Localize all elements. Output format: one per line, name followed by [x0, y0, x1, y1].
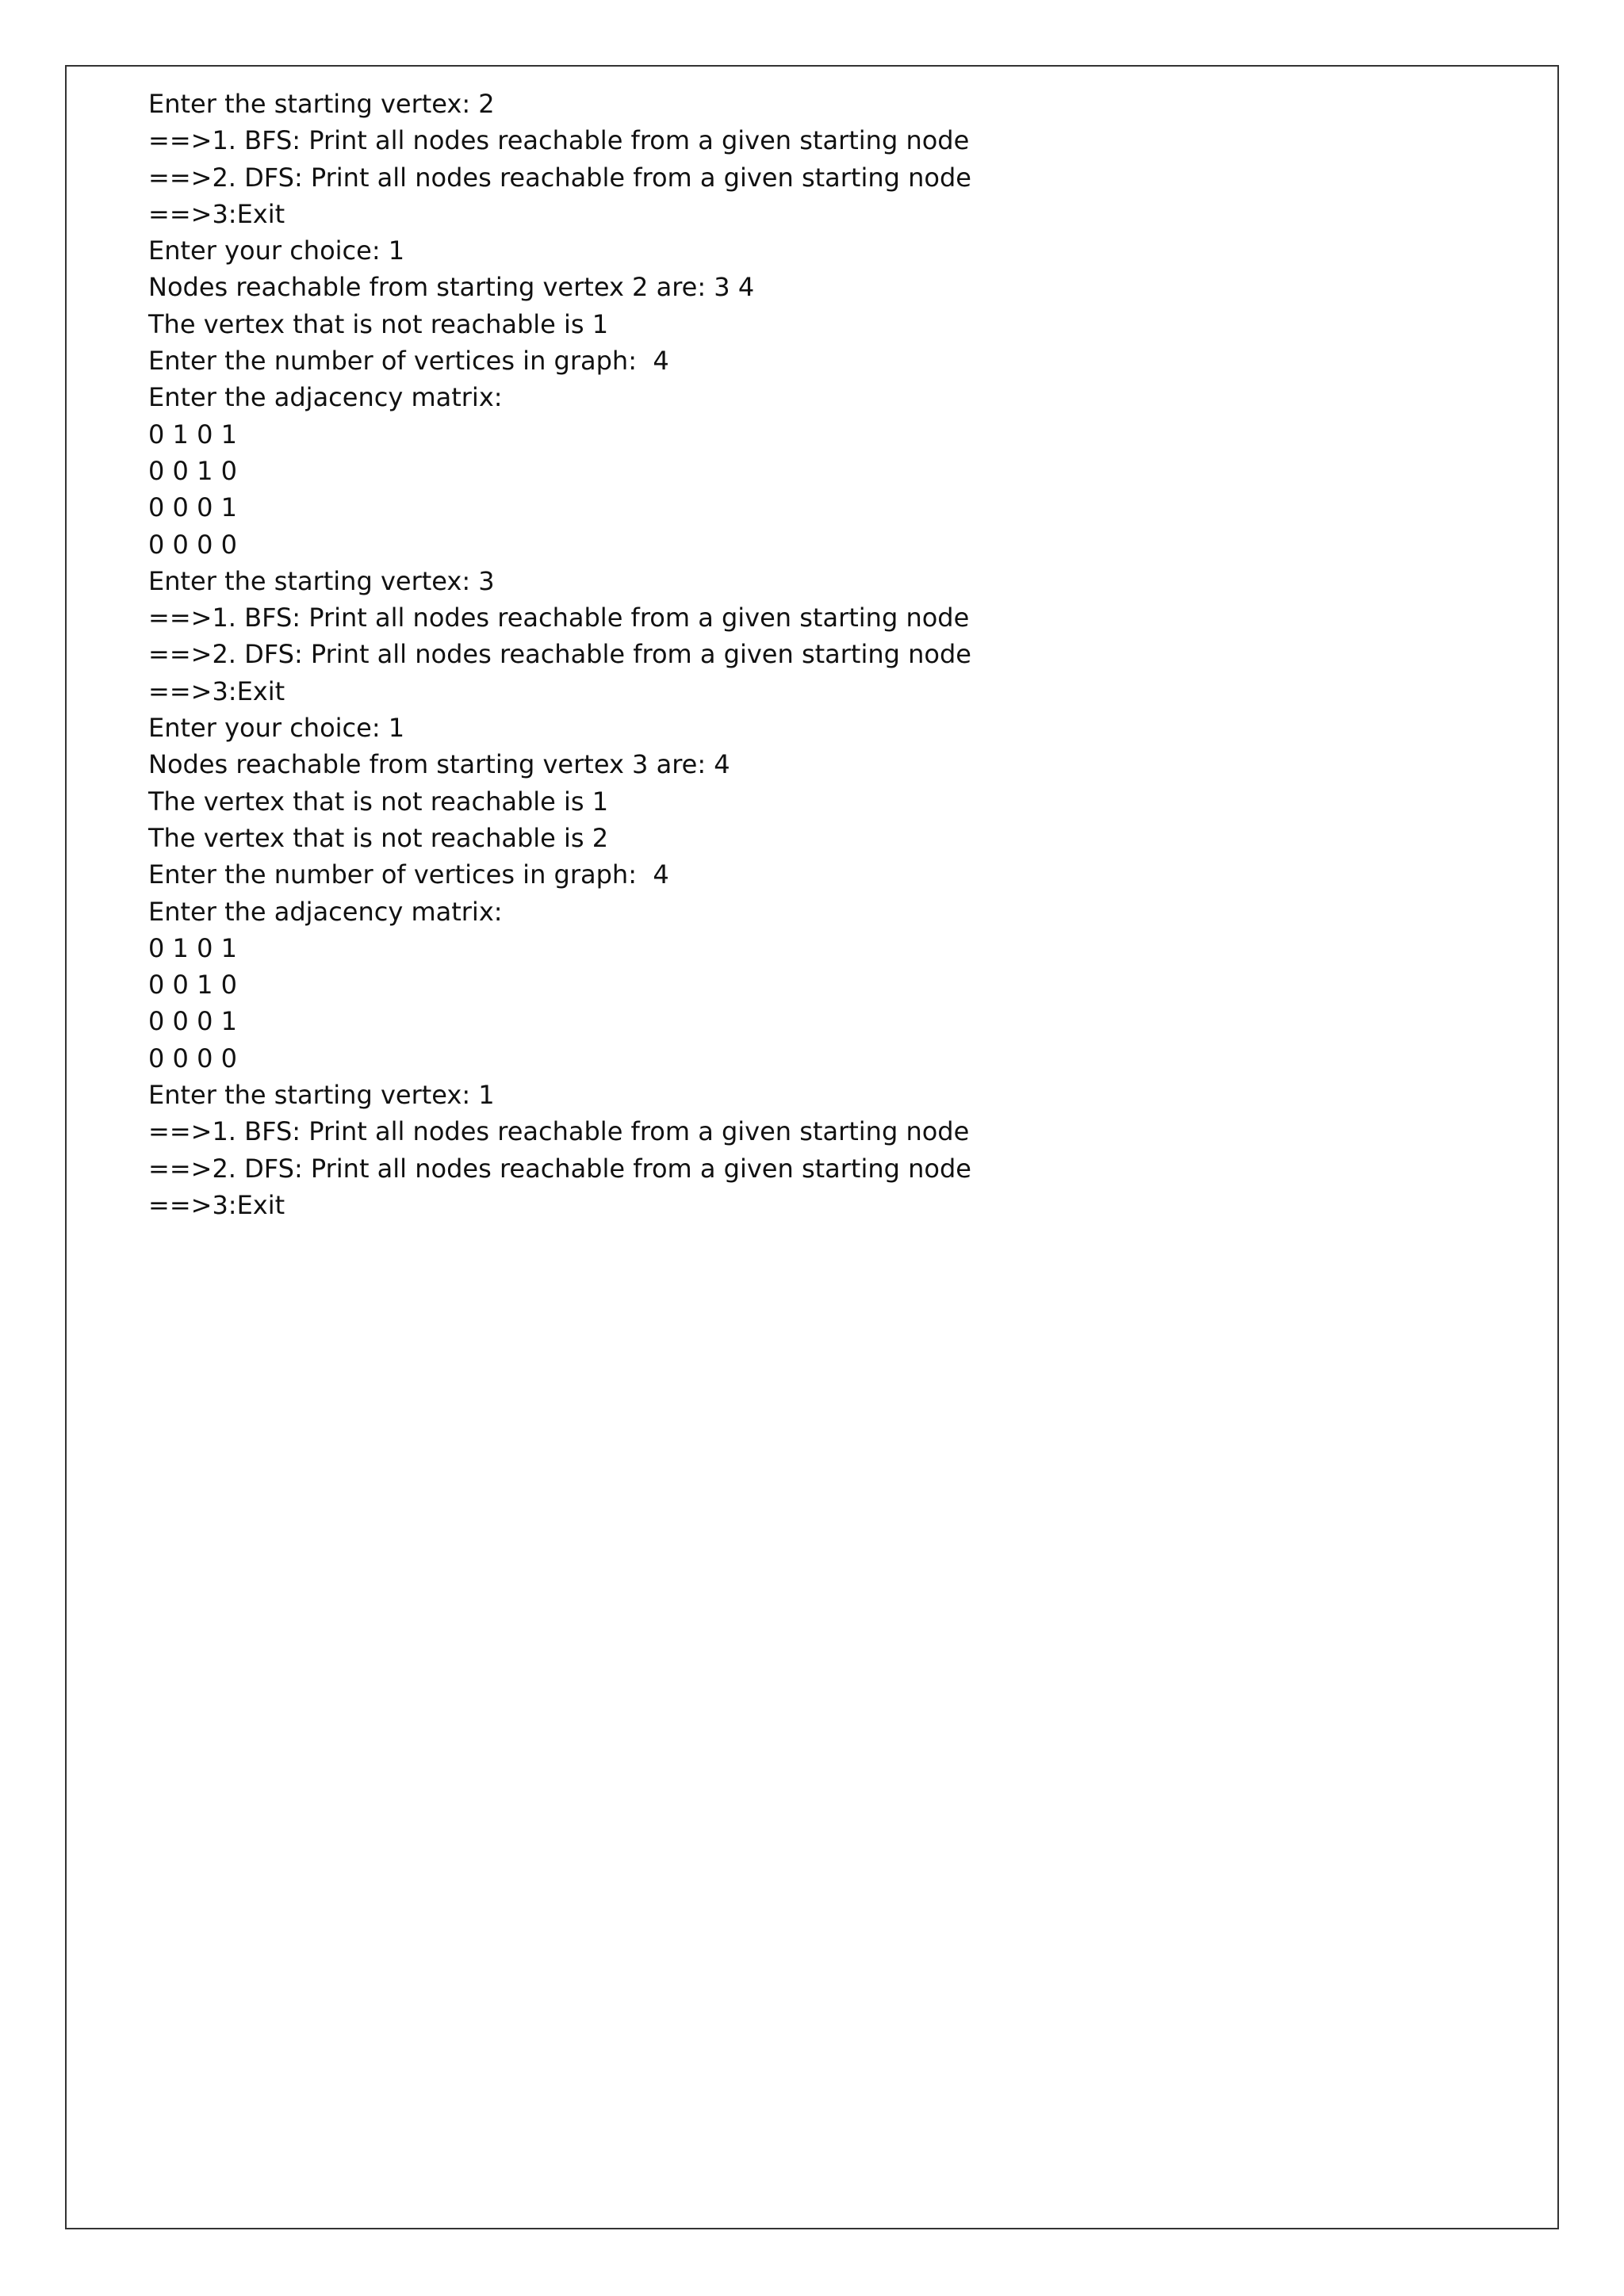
output-line: Enter the adjacency matrix: [148, 896, 503, 927]
output-line: ==>2. DFS: Print all nodes reachable from a given starting node [148, 1153, 971, 1184]
output-line: 0 0 1 0 [148, 970, 237, 1001]
output-line: 0 0 0 0 [148, 1043, 237, 1073]
output-line: Enter the starting vertex: 1 [148, 1080, 495, 1111]
output-line: 0 0 0 0 [148, 529, 237, 560]
output-line: ==>3:Exit [148, 675, 285, 706]
output-line: 0 0 0 1 [148, 492, 237, 523]
output-line: 0 1 0 1 [148, 932, 237, 963]
output-line: ==>3:Exit [148, 1189, 285, 1220]
output-line: The vertex that is not reachable is 1 [148, 786, 609, 817]
output-line: The vertex that is not reachable is 2 [148, 822, 609, 853]
output-line: ==>1. BFS: Print all nodes reachable from a given starting node [148, 603, 970, 633]
output-line: Enter your choice: 1 [148, 713, 405, 744]
output-line: 0 0 0 1 [148, 1006, 237, 1037]
output-line: ==>2. DFS: Print all nodes reachable from a given starting node [148, 162, 971, 193]
output-line: Enter the number of vertices in graph: 4 [148, 346, 669, 377]
output-line: 0 0 1 0 [148, 455, 237, 486]
program-output [148, 86, 971, 1223]
output-line: 0 1 0 1 [148, 419, 237, 450]
output-line: Enter the starting vertex: 2 [148, 89, 495, 119]
output-line: The vertex that is not reachable is 1 [148, 308, 609, 339]
output-line: ==>1. BFS: Print all nodes reachable from a given starting node [148, 1116, 970, 1147]
output-line: ==>2. DFS: Print all nodes reachable from a given starting node [148, 639, 971, 670]
output-line: Enter the number of vertices in graph: 4 [148, 859, 669, 890]
output-line: ==>1. BFS: Print all nodes reachable from a given starting node [148, 125, 970, 156]
page-frame [65, 65, 1559, 2229]
output-line: Enter the starting vertex: 3 [148, 565, 495, 596]
output-line: Enter your choice: 1 [148, 235, 405, 266]
output-line: Enter the adjacency matrix: [148, 382, 503, 413]
output-line: Nodes reachable from starting vertex 2 are: 3 4 [148, 272, 755, 303]
output-line: Nodes reachable from starting vertex 3 are: 4 [148, 749, 730, 780]
output-line: ==>3:Exit [148, 198, 285, 229]
